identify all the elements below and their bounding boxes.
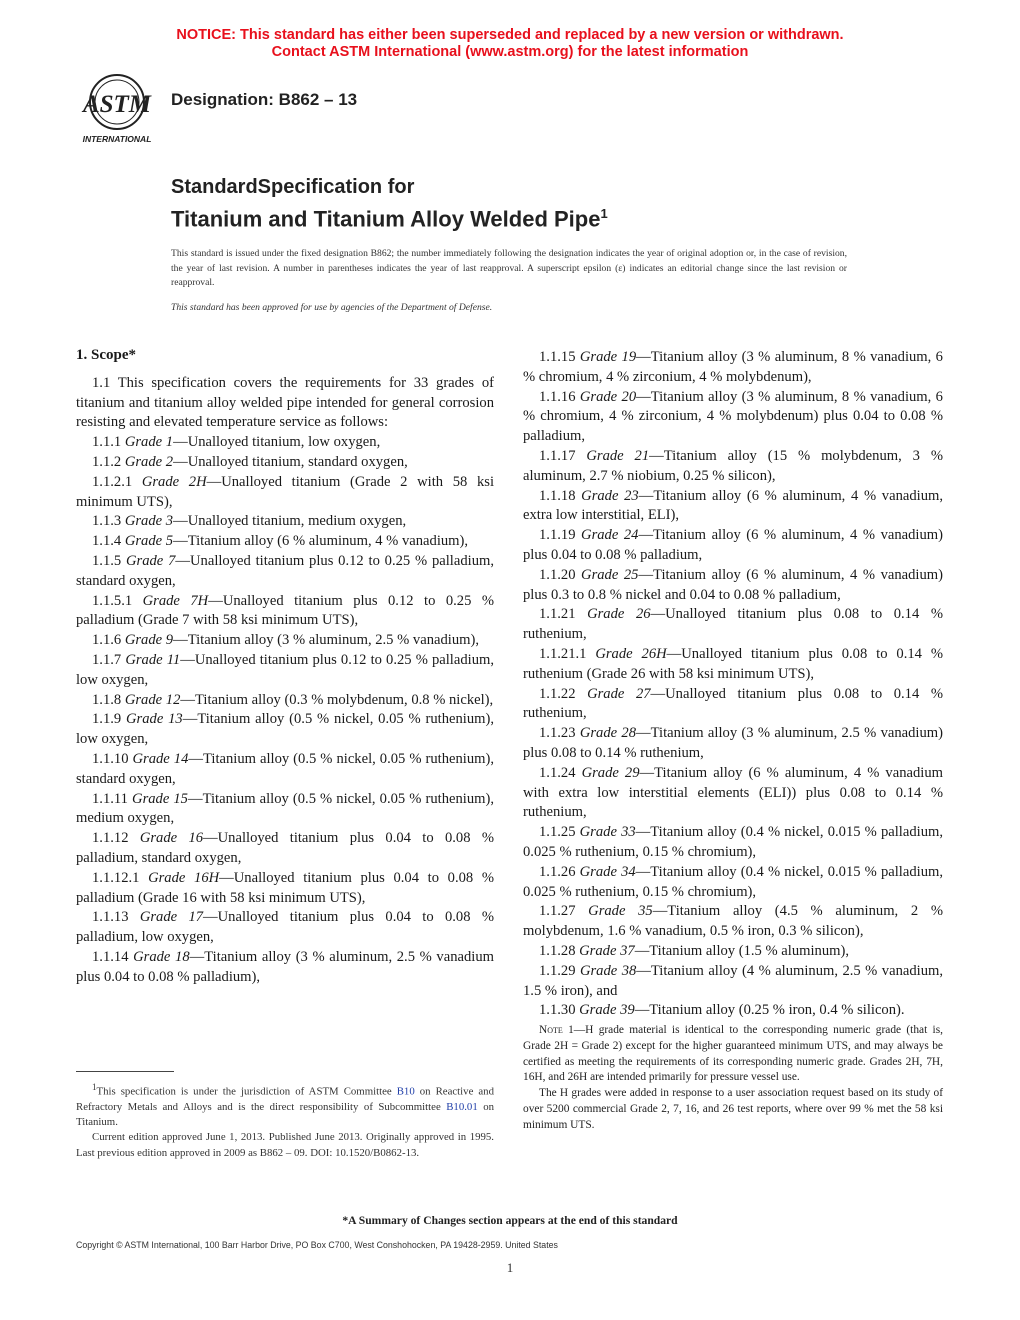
grade-item-grade: Grade 18	[133, 948, 190, 965]
grade-item-grade: Grade 35	[588, 903, 653, 920]
grade-item-text: —Titanium alloy (3 % aluminum, 2.5 % vanadium plus 0.04 to 0.08 % palladium),	[76, 948, 494, 985]
grade-item-grade: Grade 33	[579, 824, 636, 841]
grade-item-text: —Titanium alloy (4.5 % aluminum, 2 % molybdenum, 1.6 % vanadium, 0.5 % iron, 0.3 % silicon),	[523, 903, 943, 940]
grade-item	[76, 651, 494, 691]
grade-item-grade: Grade 25	[581, 566, 639, 583]
grade-item-grade: Grade 11	[125, 651, 181, 668]
left-column	[76, 346, 494, 988]
grade-item-number: 1.1.10	[92, 750, 129, 767]
grade-item-text: —Titanium alloy (3 % aluminum, 8 % vanadium, 6 % chromium, 4 % zirconium, 4 % molybdenum) plus 0.04 to 0.08 % palladium,	[523, 388, 943, 445]
grade-item-text: —Titanium alloy (6 % aluminum, 4 % vanadium),	[173, 533, 469, 550]
grade-item-number: 1.1.23	[539, 725, 576, 742]
note-1-para-1	[523, 1023, 943, 1086]
grade-item	[76, 592, 494, 632]
title-footnote-mark: 1	[600, 206, 608, 221]
grade-item	[523, 942, 943, 962]
grade-item-number: 1.1.11	[92, 790, 128, 807]
grade-item	[76, 552, 494, 592]
grade-item-number: 1.1.20	[539, 566, 576, 583]
grade-item-number: 1.1.16	[539, 388, 576, 405]
note-1-label: Note 1	[539, 1024, 574, 1037]
grade-item	[523, 764, 943, 823]
grade-item-number: 1.1.9	[92, 711, 122, 728]
title-text: Titanium and Titanium Alloy Welded Pipe	[171, 206, 601, 232]
grade-item-grade: Grade 21	[586, 447, 650, 464]
scope-intro: 1.1 This specification covers the requirements for 33 grades of titanium and titanium alloy welded pipe intended for general corrosion resisting and elevated temperature service as follows:	[76, 374, 494, 431]
grade-item	[76, 869, 494, 909]
footnote-1	[76, 1080, 494, 1130]
footnote-1-text-c: on Titanium.	[76, 1100, 495, 1129]
grade-item-text: —Titanium alloy (6 % aluminum, 4 % vanadium) plus 0.04 to 0.08 % palladium,	[523, 527, 943, 563]
document-title	[171, 175, 608, 234]
title-line-1: StandardSpecification for	[171, 176, 415, 198]
astm-logo	[70, 68, 165, 148]
grade-item	[523, 902, 943, 942]
grade-item-grade: Grade 28	[579, 725, 637, 742]
note-1	[523, 1023, 943, 1134]
grade-item-text: —Unalloyed titanium, standard oxygen,	[173, 453, 408, 470]
grade-item	[523, 566, 943, 606]
grade-item-text: —Unalloyed titanium plus 0.12 to 0.25 % palladium (Grade 7 with 58 ksi minimum UTS),	[76, 592, 494, 629]
grade-item-text: —Unalloyed titanium plus 0.04 to 0.08 % palladium (Grade 16 with 58 ksi minimum UTS),	[76, 869, 494, 906]
grade-item-text: —Titanium alloy (6 % aluminum, 4 % vanadium with extra low interstitial elements (ELI)) plus 0.08 to 0.14 % ruthenium,	[523, 764, 943, 821]
grade-item	[76, 691, 494, 711]
grade-item-grade: Grade 27	[587, 685, 651, 702]
grade-item-text: —Titanium alloy (0.4 % nickel, 0.015 % palladium, 0.025 % ruthenium, 0.15 % chromium),	[523, 824, 943, 860]
grade-item	[76, 532, 494, 552]
grade-item	[76, 512, 494, 532]
grade-item-number: 1.1.4	[92, 533, 122, 550]
grade-item	[76, 750, 494, 790]
grade-item	[76, 948, 494, 988]
grade-item-number: 1.1.2	[92, 453, 122, 470]
grade-item-number: 1.1.24	[539, 764, 576, 781]
grade-item	[76, 433, 494, 453]
grade-item-number: 1.1.12	[92, 830, 129, 847]
grade-item-text: —Titanium alloy (0.5 % nickel, 0.05 % ruthenium), standard oxygen,	[76, 750, 494, 787]
grade-item-grade: Grade 13	[126, 711, 183, 728]
grade-item-grade: Grade 39	[579, 1002, 635, 1019]
notice-line-2: Contact ASTM International (www.astm.org) for the latest information	[271, 44, 749, 60]
grade-item-number: 1.1.25	[539, 824, 576, 841]
grade-item-grade: Grade 34	[579, 863, 636, 880]
grade-item-text: —Unalloyed titanium plus 0.04 to 0.08 % palladium, standard oxygen,	[76, 830, 494, 866]
grade-item-text: —Unalloyed titanium plus 0.04 to 0.08 % palladium, low oxygen,	[76, 909, 494, 946]
grade-item-grade: Grade 7	[126, 552, 176, 569]
grade-item	[523, 605, 943, 645]
grade-item-grade: Grade 20	[579, 388, 637, 405]
grade-item-number: 1.1.14	[92, 948, 129, 965]
grade-item-number: 1.1.1	[92, 434, 122, 451]
grade-item-number: 1.1.18	[539, 487, 576, 504]
footnote-2: Current edition approved June 1, 2013. Published June 2013. Originally approved in 1995. Last previous edition approved in 2009 as B862 – 09. DOI: 10.1520/B0862-13.	[76, 1131, 494, 1159]
grade-item-text: —Titanium alloy (3 % aluminum, 2.5 % vanadium),	[173, 632, 479, 649]
grade-item-grade: Grade 3	[124, 513, 174, 530]
grade-item-text: —Titanium alloy (0.5 % nickel, 0.05 % ruthenium), low oxygen,	[76, 711, 494, 748]
designation: Designation: B862 – 13	[171, 90, 358, 109]
grade-item-grade: Grade 15	[132, 790, 188, 807]
page-number: 1	[506, 1260, 514, 1275]
grade-item-text: —Titanium alloy (0.5 % nickel, 0.05 % ruthenium), medium oxygen,	[76, 790, 494, 827]
grade-item-number: 1.1.15	[539, 349, 576, 365]
grade-item-text: —Titanium alloy (6 % aluminum, 4 % vanadium) plus 0.3 to 0.8 % nickel and 0.04 to 0.08 % palladium,	[523, 566, 943, 603]
withdrawal-notice	[0, 27, 1020, 61]
notice-line-1: NOTICE: This standard has either been superseded and replaced by a new version or withdrawn.	[176, 27, 844, 43]
grade-item	[523, 487, 943, 527]
committee-b10-link[interactable]: B10	[396, 1085, 415, 1098]
grade-item-text: —Titanium alloy (0.3 % molybdenum, 0.8 % nickel),	[180, 691, 494, 708]
copyright: Copyright © ASTM International, 100 Barr Harbor Drive, PO Box C700, West Conshohocken, PA 19428-2959. United States	[76, 1240, 558, 1250]
grade-item	[76, 631, 494, 651]
approved-note: This standard has been approved for use by agencies of the Department of Defense.	[171, 302, 493, 313]
grade-item-number: 1.1.21.1	[539, 645, 587, 662]
section-heading-scope: 1. Scope*	[76, 347, 136, 363]
grade-item	[76, 829, 494, 869]
grade-item-text: —Titanium alloy (0.4 % nickel, 0.015 % palladium, 0.025 % ruthenium, 0.15 % chromium),	[523, 863, 943, 900]
footnote-1-text-b: on Reactive and Refractory Metals and Alloys and is the direct responsibility of Subcommittee	[76, 1085, 494, 1113]
grade-item-number: 1.1.30	[539, 1002, 576, 1019]
logo-sub: INTERNATIONAL	[82, 134, 152, 144]
grade-item-number: 1.1.6	[92, 632, 122, 649]
logo-brand: ASTM	[82, 91, 152, 118]
grade-list-right	[523, 348, 943, 1021]
grade-item-text: —Titanium alloy (6 % aluminum, 4 % vanadium, extra low interstitial, ELI),	[523, 487, 943, 524]
summary-of-changes-note: *A Summary of Changes section appears at the end of this standard	[342, 1214, 678, 1227]
grade-item	[76, 473, 494, 513]
grade-item	[523, 724, 943, 764]
grade-item-number: 1.1.26	[539, 863, 576, 880]
grade-item-number: 1.1.22	[539, 685, 576, 702]
grade-item-number: 1.1.27	[539, 903, 576, 920]
subcommittee-b1001-link[interactable]: B10.01	[446, 1100, 478, 1113]
footnote-1-text-a: This specification is under the jurisdiction of ASTM Committee	[96, 1085, 397, 1098]
grade-item-grade: Grade 7H	[142, 592, 209, 609]
grade-item	[523, 348, 943, 388]
grade-item-text: —Titanium alloy (3 % aluminum, 8 % vanadium, 6 % chromium, 4 % zirconium, 4 % molybdenum),	[523, 349, 943, 385]
grade-item-grade: Grade 9	[124, 632, 174, 649]
grade-item-number: 1.1.8	[92, 691, 122, 708]
grade-item-grade: Grade 16	[139, 830, 204, 847]
grade-item-number: 1.1.19	[539, 527, 576, 544]
grade-item	[523, 526, 943, 566]
grade-item	[76, 710, 494, 750]
grade-item-number: 1.1.7	[92, 651, 122, 668]
grade-item-text: —Unalloyed titanium plus 0.08 to 0.14 % ruthenium,	[523, 606, 943, 643]
grade-item-number: 1.1.5.1	[92, 592, 133, 609]
grade-item-grade: Grade 12	[124, 691, 181, 708]
grade-item-grade: Grade 24	[581, 527, 639, 544]
grade-item	[523, 1001, 943, 1021]
grade-item-text: —Titanium alloy (1.5 % aluminum),	[634, 942, 849, 959]
grade-item	[523, 962, 943, 1002]
grade-item	[523, 823, 943, 863]
grade-list-left	[76, 433, 494, 987]
grade-item-grade: Grade 16H	[148, 869, 220, 886]
grade-item-grade: Grade 37	[579, 942, 635, 959]
grade-item-text: —Titanium alloy (15 % molybdenum, 3 % aluminum, 2.7 % niobium, 0.25 % silicon),	[523, 447, 943, 484]
grade-item-number: 1.1.3	[92, 513, 122, 530]
note-1-text: —H grade material is identical to the corresponding numeric grade (that is, Grade 2H = Grade 2) except for the higher guaranteed minimum UTS, and may always be certified as meeting the requirements of its corresponding numeric grade. Grades 2H, 7H, 16H, and 26H are intended primarily for pressure vessel use.	[523, 1024, 943, 1084]
grade-item-grade: Grade 2	[124, 453, 174, 470]
grade-item-number: 1.1.2.1	[92, 473, 133, 490]
footnote-rule	[76, 1071, 174, 1072]
grade-item	[523, 388, 943, 447]
grade-item-number: 1.1.5	[92, 552, 122, 569]
grade-item-text: —Unalloyed titanium plus 0.08 to 0.14 % ruthenium (Grade 26 with 58 ksi minimum UTS),	[523, 645, 943, 682]
grade-item-number: 1.1.21	[539, 606, 576, 623]
right-column	[523, 348, 943, 1134]
grade-item-number: 1.1.29	[539, 962, 576, 979]
footnote-1-mark: 1	[92, 1082, 97, 1092]
issued-note: This standard is issued under the fixed designation B862; the number immediately following the designation indicates the year of original adoption or, in the case of revision, the year of last revision. A number in parentheses indicates the year of last reapproval. A superscript epsilon (ε) indicates an editorial change since the last revision or reapproval.	[171, 248, 847, 289]
grade-item-text: —Titanium alloy (4 % aluminum, 2.5 % vanadium, 1.5 % iron), and	[523, 962, 943, 999]
grade-item-grade: Grade 2H	[141, 473, 207, 490]
grade-item-text: —Unalloyed titanium plus 0.08 to 0.14 % ruthenium,	[523, 685, 943, 722]
grade-item-number: 1.1.28	[539, 942, 576, 959]
grade-item	[523, 685, 943, 725]
title-line-2	[171, 199, 608, 234]
grade-item-text: —Titanium alloy (3 % aluminum, 2.5 % vanadium) plus 0.08 to 0.14 % ruthenium,	[523, 725, 943, 761]
grade-item-grade: Grade 26	[587, 606, 651, 623]
note-1-para-2: The H grades were added in response to a user association request based on its study of over 5200 commercial Grade 2, 7, 16, and 26 test reports, where over 99 % met the 58 ksi minimum UTS.	[523, 1087, 943, 1131]
grade-item-number: 1.1.17	[539, 447, 576, 464]
grade-item-number: 1.1.13	[92, 909, 129, 926]
grade-item-grade: Grade 38	[579, 962, 637, 979]
grade-item-text: —Titanium alloy (0.25 % iron, 0.4 % silicon).	[634, 1002, 905, 1019]
grade-item-grade: Grade 17	[139, 909, 204, 926]
grade-item-grade: Grade 26H	[595, 645, 667, 662]
grade-item-text: —Unalloyed titanium plus 0.12 to 0.25 % palladium, low oxygen,	[76, 651, 494, 688]
grade-item-grade: Grade 19	[579, 349, 637, 365]
grade-item-grade: Grade 5	[124, 533, 174, 550]
grade-item-text: —Unalloyed titanium, low oxygen,	[173, 434, 381, 451]
grade-item	[523, 447, 943, 487]
grade-item-grade: Grade 23	[581, 487, 639, 504]
grade-item-grade: Grade 14	[132, 750, 189, 767]
grade-item	[523, 645, 943, 685]
grade-item-number: 1.1.12.1	[92, 869, 140, 886]
grade-item-text: —Unalloyed titanium plus 0.12 to 0.25 % palladium, standard oxygen,	[76, 552, 494, 589]
grade-item	[523, 863, 943, 903]
grade-item-text: —Unalloyed titanium, medium oxygen,	[173, 513, 407, 530]
grade-item-grade: Grade 1	[124, 434, 174, 451]
footnotes	[76, 1080, 494, 1161]
grade-item	[76, 908, 494, 948]
grade-item	[76, 790, 494, 830]
grade-item	[76, 453, 494, 473]
astm-logo-graphic	[70, 68, 165, 148]
grade-item-grade: Grade 29	[581, 764, 640, 781]
grade-item-text: —Unalloyed titanium (Grade 2 with 58 ksi minimum UTS),	[76, 473, 494, 510]
